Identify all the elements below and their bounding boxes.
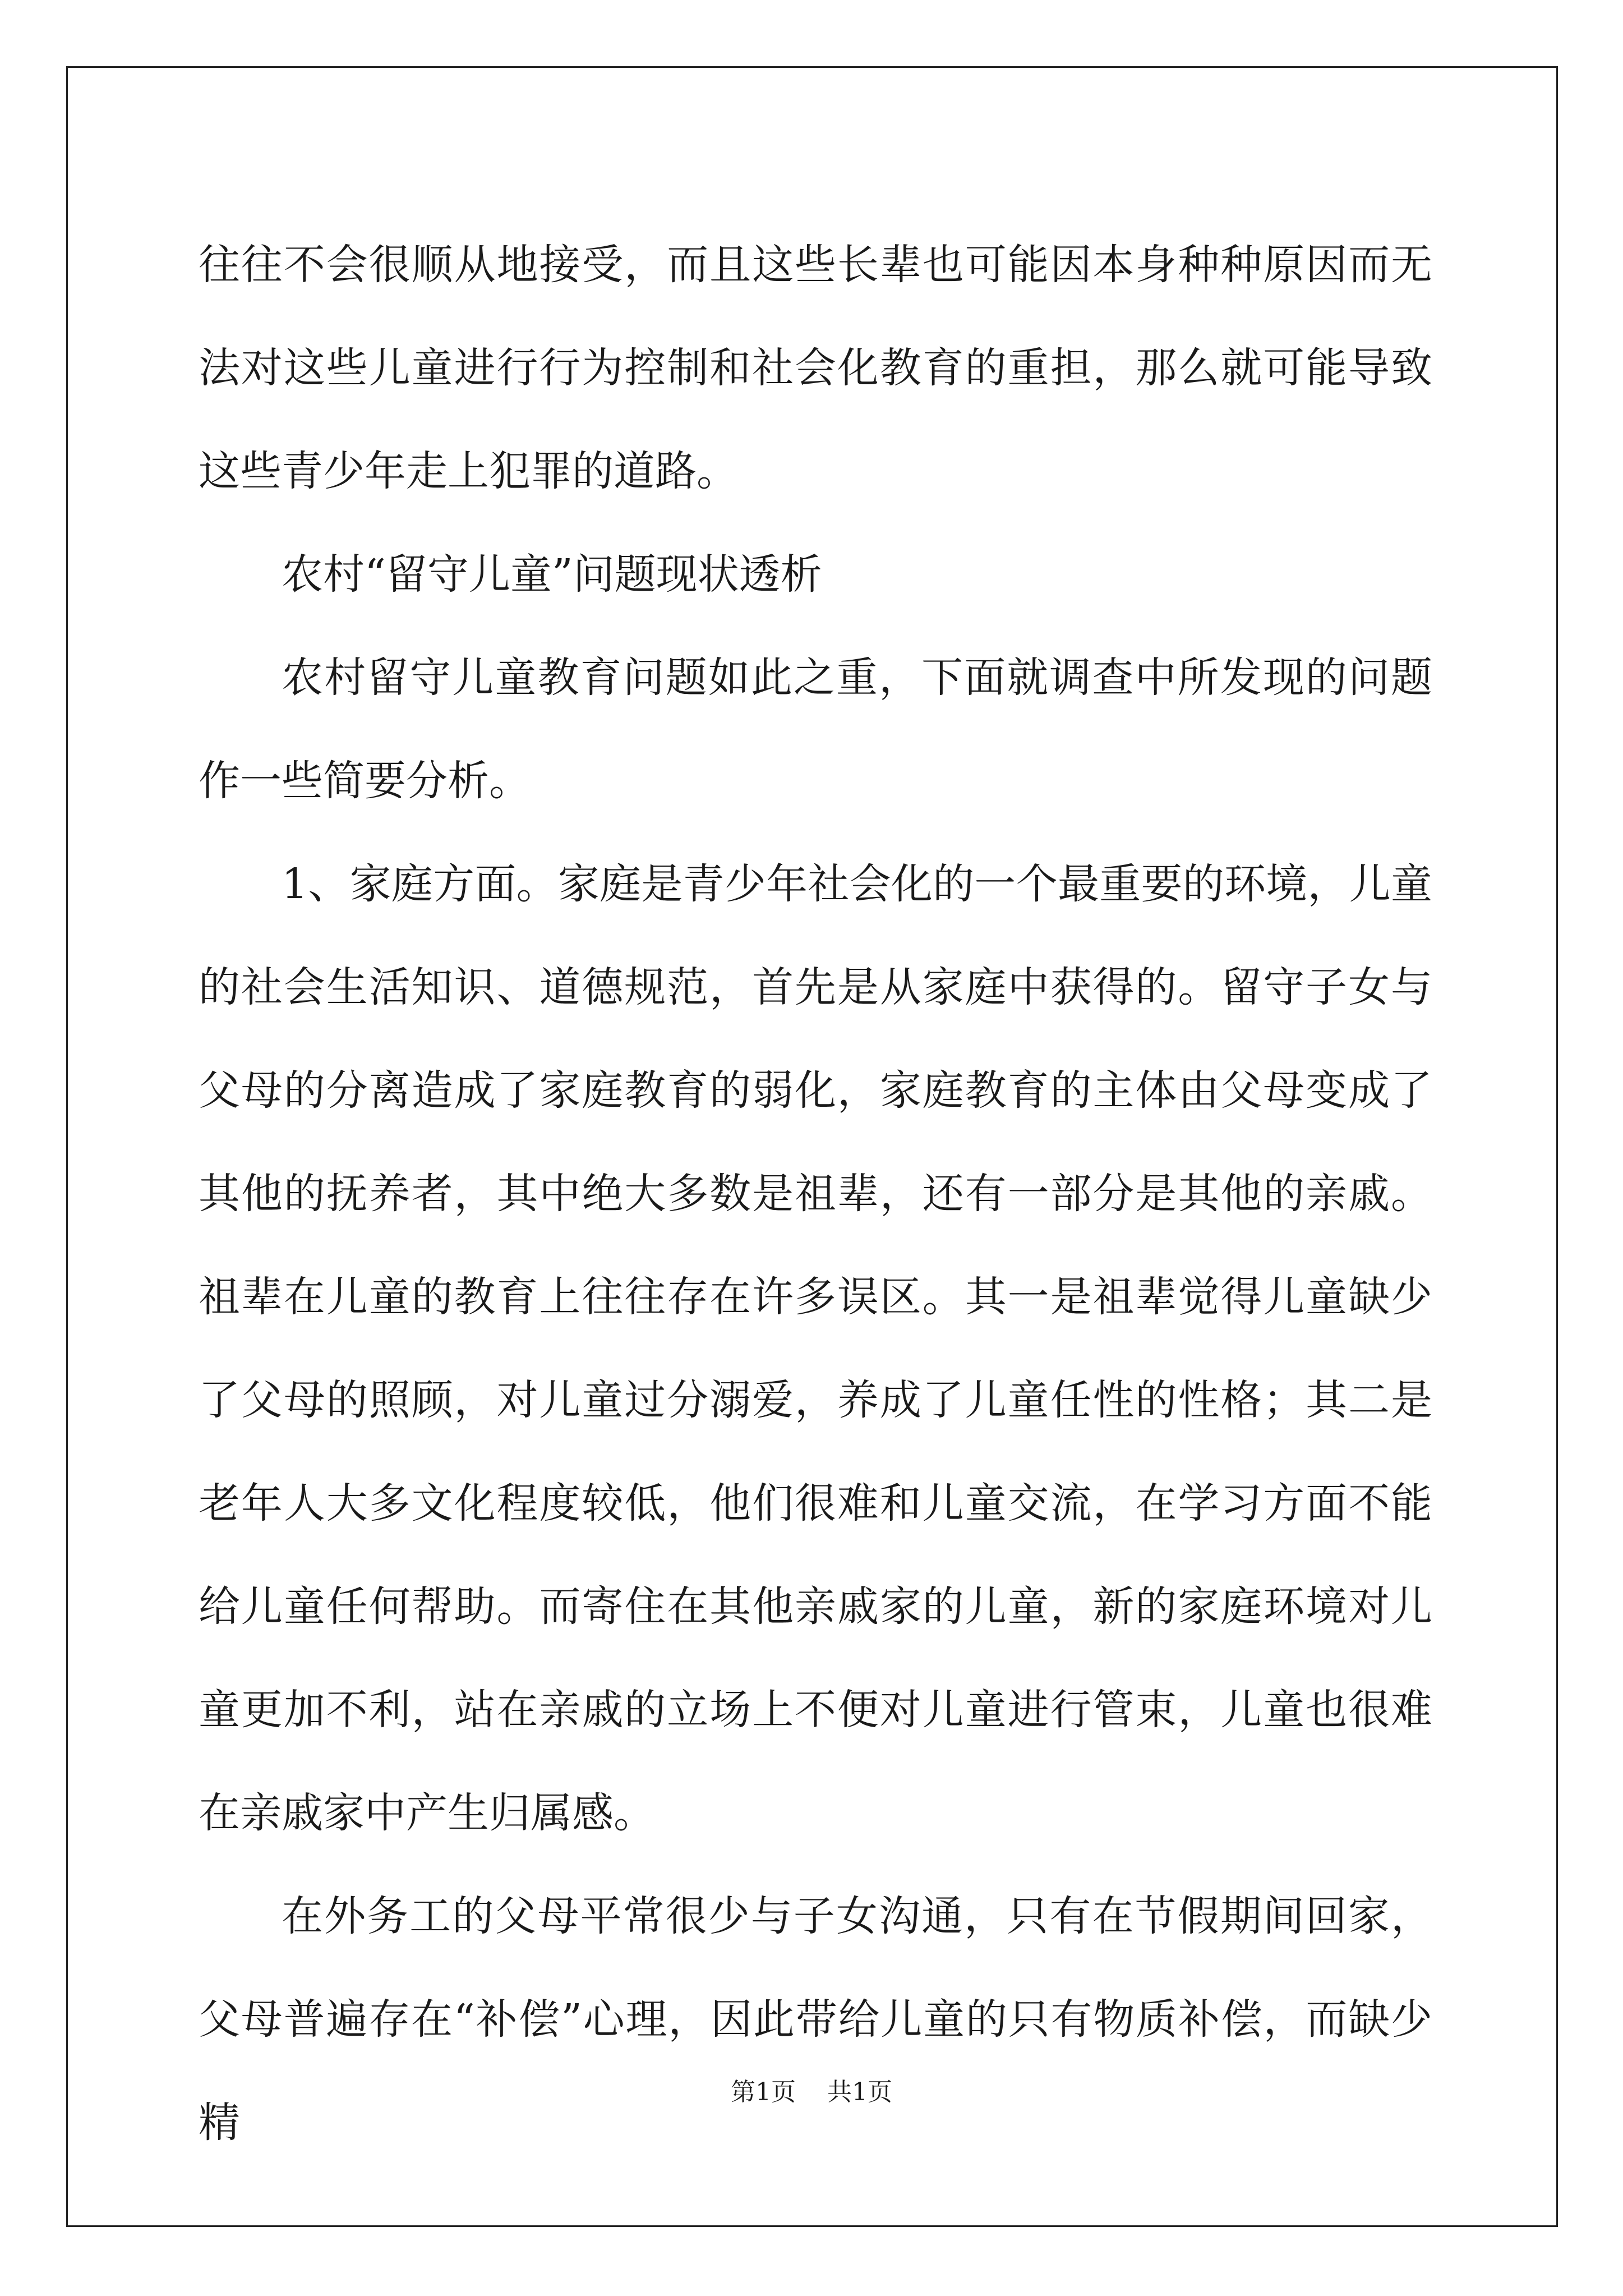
paragraph-continuation: 往往不会很顺从地接受，而且这些长辈也可能因本身种种原因而无法对这些儿童进行行为控制和社会化教育的重担，那么就可能导致这些青少年走上犯罪的道路。 [199,241,1432,495]
paragraph-family: 1、家庭方面。家庭是青少年社会化的一个最重要的环境，儿童的社会生活知识、道德规范，首先是从家庭中获得的。留守子女与父母的分离造成了家庭教育的弱化，家庭教育的主体由父母变成了其他的抚养者，其中绝大多数是祖辈，还有一部分是其他的亲戚。祖辈在儿童的教育上往往存在许多误区。其一是祖辈觉得儿童缺少了父母的照顾，对儿童过分溺爱，养成了儿童任性的性格；其二是老年人大多文化程度较低，他们很难和儿童交流，在学习方面不能给儿童任何帮助。而寄住在其他亲戚家的儿童，新的家庭环境对儿童更加不利，站在亲戚的立场上不便对儿童进行管束，儿童也很难在亲戚家中产生归属感。 [199,860,1432,1837]
paragraph-parents: 在外务工的父母平常很少与子女沟通，只有在节假期间回家，父母普遍存在“补偿”心理，因此带给儿童的只有物质补偿，而缺少精 [199,1892,1432,2147]
document-body [199,213,1432,2174]
section-heading: 农村“留守儿童”问题现状透析 [282,550,822,599]
paragraph-intro: 农村留守儿童教育问题如此之重，下面就调查中所发现的问题作一些简要分析。 [199,654,1432,805]
page-number: 第1页 [731,2078,796,2106]
page-footer [0,2076,1623,2109]
page-total: 共1页 [827,2078,892,2106]
